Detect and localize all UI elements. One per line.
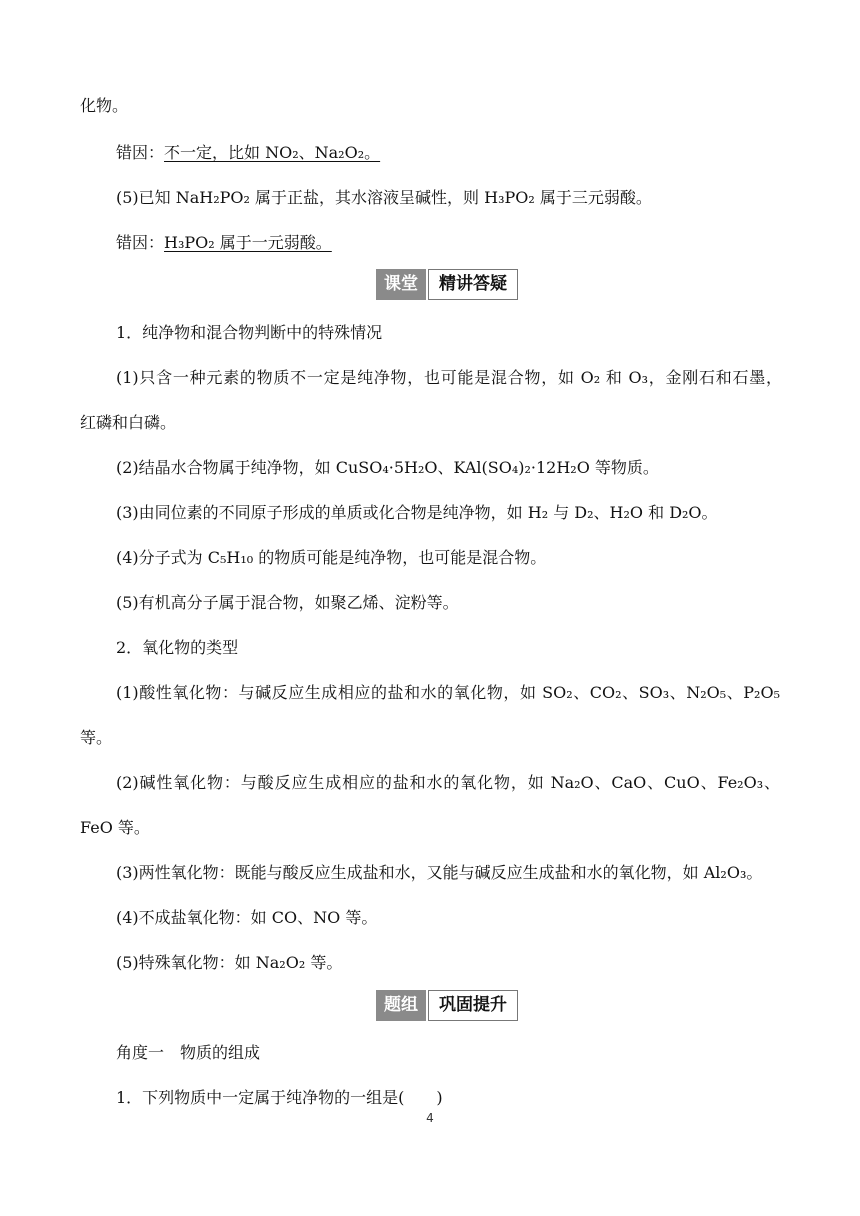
page-number: 4 bbox=[426, 1111, 434, 1125]
text-line: (2)碱性氧化物：与酸反应生成相应的盐和水的氧化物，如 Na₂O、CaO、CuO、Fe₂O₃、 bbox=[116, 773, 780, 792]
text-line: (3)两性氧化物：既能与酸反应生成盐和水，又能与碱反应生成盐和水的氧化物，如 Al₂O₃。 bbox=[116, 863, 763, 882]
question-stem: 1．下列物质中一定属于纯净物的一组是( ) bbox=[116, 1088, 443, 1107]
error-reason-label: 错因： bbox=[116, 233, 165, 252]
text-line: (4)不成盐氧化物：如 CO、NO 等。 bbox=[116, 908, 378, 927]
text-line: 等。 bbox=[80, 728, 113, 747]
text-line: 红磷和白磷。 bbox=[80, 413, 177, 432]
error-reason-answer: H₃PO₂ 属于一元弱酸。 bbox=[164, 233, 332, 252]
section-heading: 1．纯净物和混合物判断中的特殊情况 bbox=[116, 323, 383, 342]
text-line: (5)特殊氧化物：如 Na₂O₂ 等。 bbox=[116, 953, 343, 972]
error-reason-label: 错因： bbox=[116, 143, 165, 162]
subsection-heading: 角度一 物质的组成 bbox=[116, 1043, 261, 1062]
text-line: (5)已知 NaH₂PO₂ 属于正盐，其水溶液呈碱性，则 H₃PO₂ 属于三元弱酸。 bbox=[116, 188, 652, 207]
banner-dark-label: 课堂 bbox=[376, 269, 426, 300]
text-line: (1)只含一种元素的物质不一定是纯净物，也可能是混合物，如 O₂ 和 O₃，金刚石和石墨， bbox=[116, 368, 782, 387]
text-line: (4)分子式为 C₅H₁₀ 的物质可能是纯净物，也可能是混合物。 bbox=[116, 548, 547, 567]
text-line: FeO 等。 bbox=[80, 818, 150, 837]
banner-light-label: 巩固提升 bbox=[428, 990, 518, 1021]
error-reason-answer: 不一定，比如 NO₂、Na₂O₂。 bbox=[164, 143, 381, 162]
error-reason-line bbox=[116, 233, 332, 253]
text-line: 化物。 bbox=[80, 96, 129, 115]
error-reason-line bbox=[116, 143, 380, 163]
section-banner-practice bbox=[376, 990, 518, 1021]
banner-light-label: 精讲答疑 bbox=[428, 269, 518, 300]
text-line: (2)结晶水合物属于纯净物，如 CuSO₄·5H₂O、KAl(SO₄)₂·12H₂O 等物质。 bbox=[116, 458, 659, 477]
banner-dark-label: 题组 bbox=[376, 990, 426, 1021]
section-heading: 2．氧化物的类型 bbox=[116, 638, 239, 657]
text-line: (1)酸性氧化物：与碱反应生成相应的盐和水的氧化物，如 SO₂、CO₂、SO₃、N₂O₅、P₂O₅ bbox=[116, 683, 780, 702]
text-line: (5)有机高分子属于混合物，如聚乙烯、淀粉等。 bbox=[116, 593, 459, 612]
section-banner-lecture bbox=[376, 269, 518, 300]
text-line: (3)由同位素的不同原子形成的单质或化合物是纯净物，如 H₂ 与 D₂、H₂O 和 D₂O。 bbox=[116, 503, 718, 522]
